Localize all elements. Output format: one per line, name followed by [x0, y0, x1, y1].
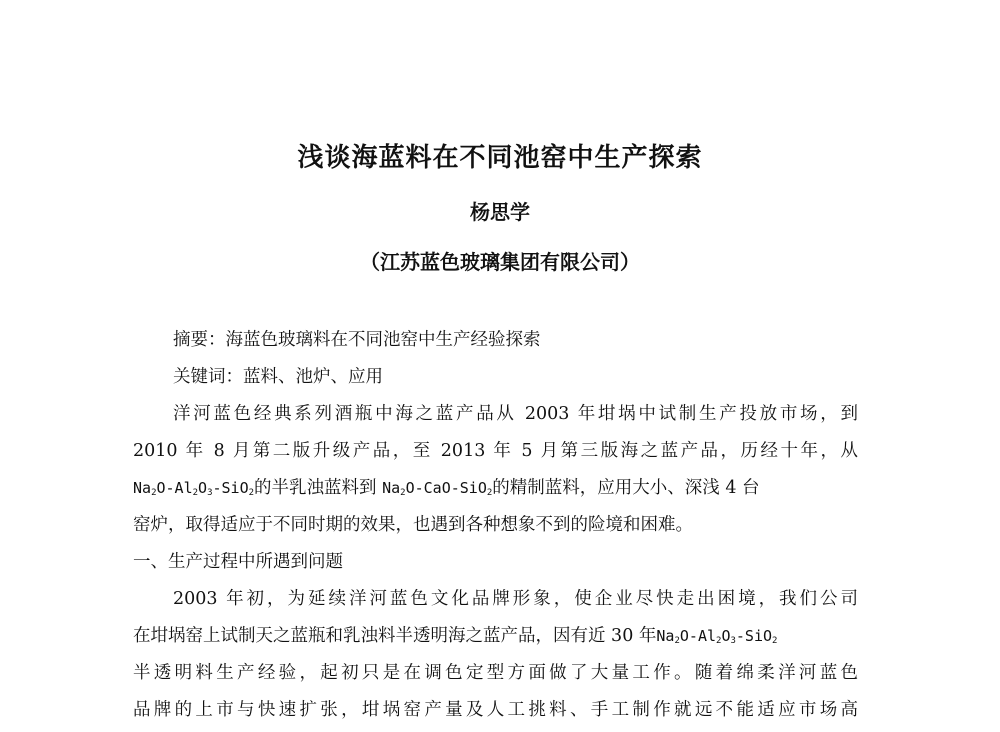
section-1-line-3: 半透明料生产经验，起初只是在调色定型方面做了大量工作。随着绵柔洋河蓝色: [133, 663, 858, 683]
intro-line-3-mid: 的半乳浊蓝料到: [254, 478, 377, 498]
keywords-line: [133, 359, 858, 396]
intro-line-4: 窑炉，取得适应于不同时期的效果，也遇到各种想象不到的险境和困难。: [133, 515, 693, 535]
abstract-label: 摘要：: [173, 330, 226, 350]
formula-na2o-al2o3-sio2: $Na_2O-Al_2O_3-SiO_2$: [133, 479, 255, 498]
author-affiliation: （江苏蓝色玻璃集团有限公司）: [360, 250, 640, 274]
author-name: 杨思学: [470, 200, 530, 224]
section-1-line-2-head: 在坩埚窑上试制天之蓝瓶和乳浊料半透明海之蓝产品，因有近 30 年: [133, 626, 657, 646]
keywords-label: 关键词：: [173, 367, 243, 387]
section-1-line-2: [133, 618, 858, 655]
section-1: [133, 544, 858, 729]
abstract-line: [133, 322, 858, 359]
formula-na2o-cao-sio2: $Na_2O-CaO-SiO_2$: [382, 479, 493, 498]
intro-line-1: 洋河蓝色经典系列酒瓶中海之蓝产品从 2003 年坩埚中试制生产投放市场，到: [173, 404, 858, 424]
formula-na2o-al2o3-sio2: $Na_2O-Al_2O_3-SiO_2$: [656, 627, 778, 646]
keywords-text: 蓝料、池炉、应用: [243, 367, 383, 387]
abstract-block: [133, 322, 858, 396]
intro-line-3: [133, 470, 858, 507]
intro-line-2: 2010 年 8 月第二版升级产品，至 2013 年 5 月第三版海之蓝产品，历经十年，从: [133, 441, 858, 461]
section-1-heading: 一、生产过程中所遇到问题: [133, 552, 343, 572]
intro-paragraph: [133, 396, 858, 544]
section-1-line-1: 2003 年初，为延续洋河蓝色文化品牌形象，使企业尽快走出困境，我们公司: [173, 589, 858, 609]
section-1-line-4: 品牌的上市与快速扩张，坩埚窑产量及人工挑料、手工制作就远不能适应市场高: [133, 700, 858, 720]
abstract-text: 海蓝色玻璃料在不同池窑中生产经验探索: [225, 330, 541, 350]
intro-line-3-tail: 的精制蓝料，应用大小、深浅 4 台: [492, 478, 760, 498]
document-title: 浅谈海蓝料在不同池窑中生产探索: [297, 143, 703, 173]
